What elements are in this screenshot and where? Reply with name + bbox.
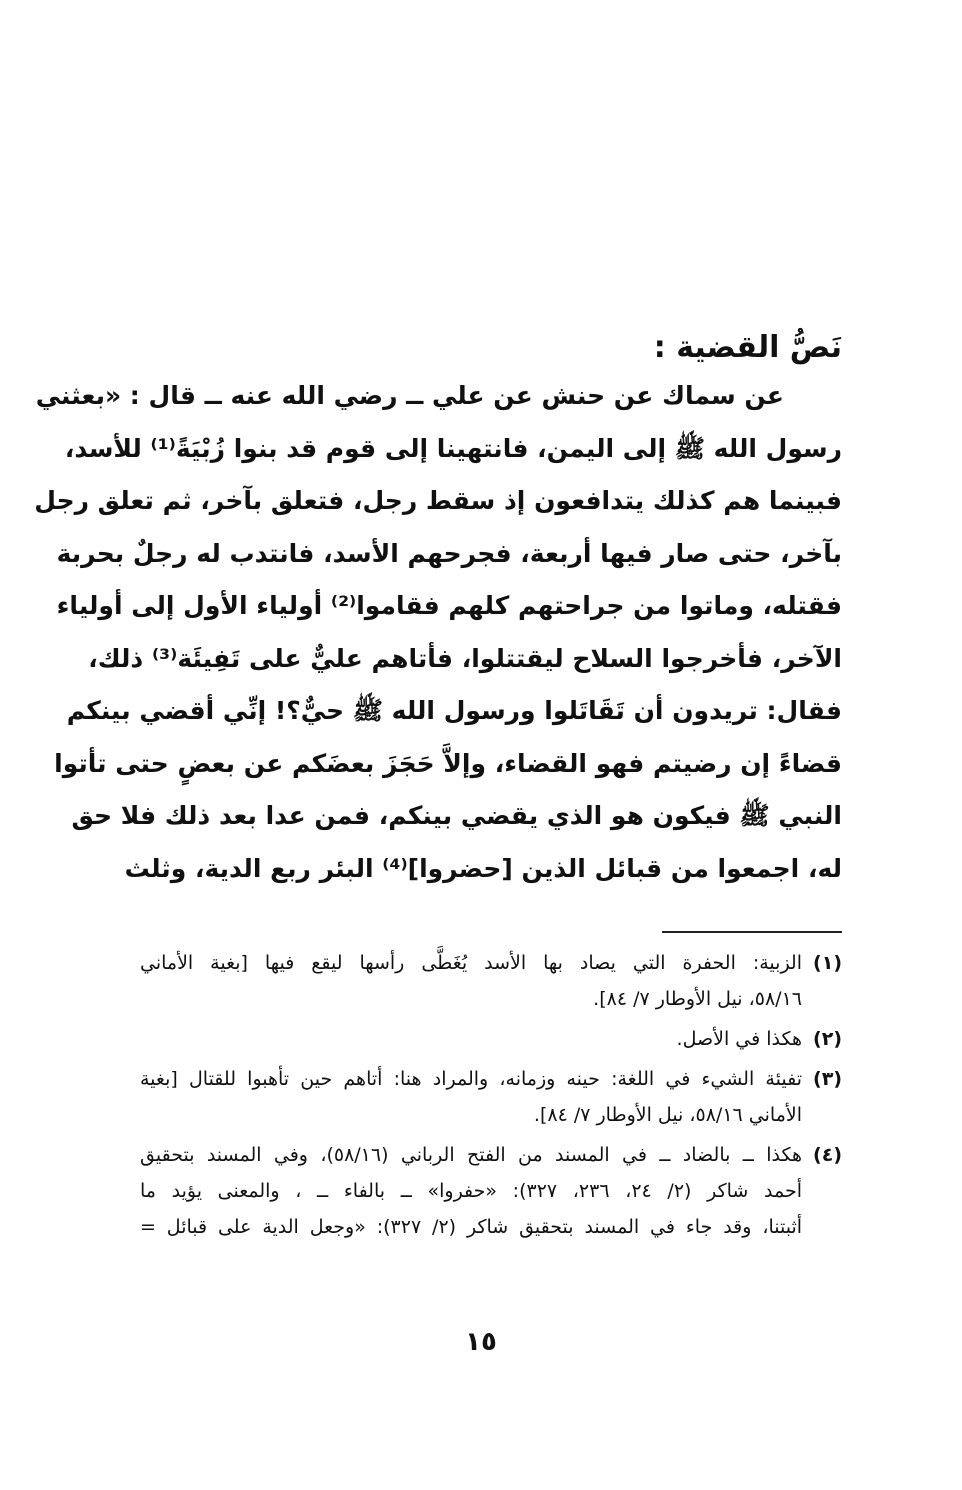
footnote-3 (140, 1061, 842, 1133)
text-line: له، اجمعوا من قبائل الذين [حضروا]⁽⁴⁾ البئر ربع الدية، وثلث (124, 853, 842, 883)
footnote-line: أحمد شاكر (٢/ ٢٤، ٢٣٦، ٣٢٧): «حفروا» ــ بالفاء ــ ، والمعنى يؤيد ما (140, 1180, 802, 1202)
section-heading: نَصُّ القضية : (653, 330, 842, 365)
text-line: رسول الله ﷺ إلى اليمن، فانتهينا إلى قوم قد بنوا زُبْيَةً⁽¹⁾ للأسد، (64, 433, 842, 463)
text-line: بآخر، حتى صار فيها أربعة، فجرحهم الأسد، فانتدب له رجلٌ بحربة (56, 538, 842, 568)
footnote-text (140, 1061, 802, 1133)
footnote-text (140, 1137, 802, 1245)
text-line: قضاءً إن رضيتم فهو القضاء، وإلاَّ حَجَزَ بعضَكم عن بعضٍ حتى تأتوا (54, 748, 842, 778)
page-number: ١٥ (465, 1327, 497, 1357)
footnote-number: (٣) (813, 1068, 842, 1090)
text-line: الآخر، فأخرجوا السلاح ليقتتلوا، فأتاهم عليٌّ على تَفِيئَة⁽³⁾ ذلك، (88, 643, 842, 673)
footnote-line: أثبتنا، وقد جاء في المسند بتحقيق شاكر (٢/ ٣٢٧): «وجعل الدية على قبائل = (140, 1216, 803, 1238)
footnote-number: (١) (813, 952, 842, 974)
footnote-number: (٤) (813, 1144, 842, 1166)
footnote-text (140, 945, 802, 1017)
main-text-block (34, 370, 842, 895)
footnote-line: الأماني ٥٨/١٦، نيل الأوطار ٧/ ٨٤]. (533, 1104, 802, 1126)
text-line: النبي ﷺ فيكون هو الذي يقضي بينكم، فمن عدا بعد ذلك فلا حق (71, 801, 842, 830)
footnote-number: (٢) (813, 1028, 842, 1050)
footnote-line: هكذا في الأصل. (676, 1028, 802, 1050)
footnote-line: تفيئة الشيء في اللغة: حينه وزمانه، والمراد هنا: أتاهم حين تأهبوا للقتال [بغية (140, 1068, 802, 1090)
footnote-text (140, 1021, 802, 1057)
footnote-1 (140, 945, 842, 1017)
footnote-4 (140, 1137, 842, 1245)
footnote-line: ٥٨/١٦، نيل الأوطار ٧/ ٨٤]. (593, 988, 802, 1010)
footnote-line: هكذا ــ بالضاد ــ في المسند من الفتح الرباني (٥٨/١٦)، وفي المسند بتحقيق (140, 1144, 802, 1166)
text-line: فبينما هم كذلك يتدافعون إذ سقط رجل، فتعلق بآخر، ثم تعلق رجل (34, 486, 842, 515)
text-line: فقتله، وماتوا من جراحتهم كلهم فقاموا⁽²⁾ أولياء الأول إلى أولياء (56, 591, 842, 620)
text-line: فقال: تريدون أن تَقَاتَلوا ورسول الله ﷺ حيٌّ؟! إنِّي أقضي بينكم (66, 696, 842, 725)
footnotes-block (140, 945, 842, 1249)
text-line: عن سماك عن حنش عن علي ــ رضي الله عنه ــ قال : «بعثني (35, 381, 784, 410)
footnote-separator (662, 931, 842, 933)
footnote-line: الزبية: الحفرة التي يصاد بها الأسد يُغَطَّى رأسها ليقع فيها [بغية الأماني (140, 952, 802, 974)
footnote-2 (140, 1021, 842, 1057)
